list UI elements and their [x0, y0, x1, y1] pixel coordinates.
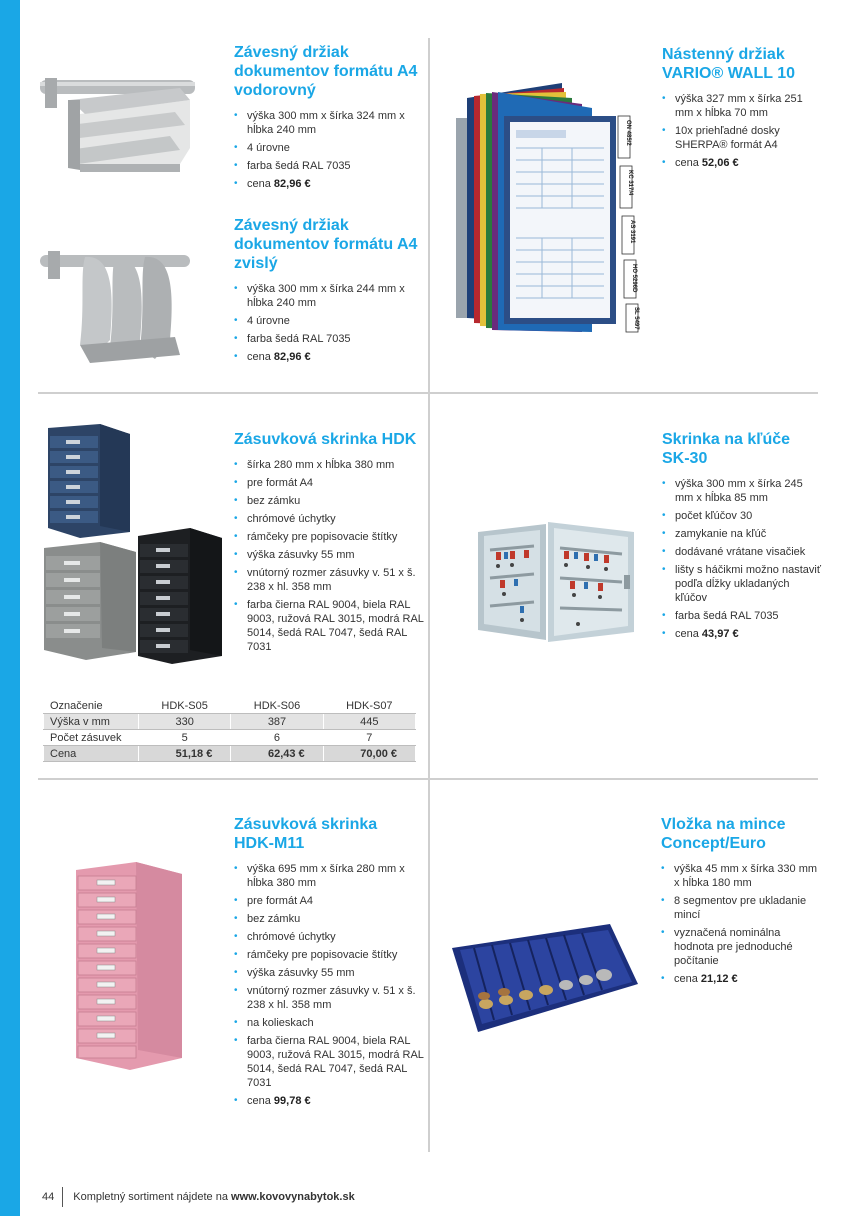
product-vario-wall [662, 45, 822, 174]
table-cell: 62,43 € [231, 746, 323, 762]
table-cell: 445 [323, 714, 415, 730]
table-header-row [44, 698, 416, 714]
table-cell: 330 [139, 714, 231, 730]
table-cell: Označenie [44, 698, 139, 714]
vario-label-1: ON 485/2 [625, 120, 631, 146]
column-divider-middle [428, 394, 430, 778]
price-item: • cena 43,97 € [662, 627, 822, 641]
title-line: Vložka na mince [661, 816, 786, 833]
spec-item: • dodávané vrátane visačiek [662, 545, 822, 559]
hdk-drawer-cabinets-image [40, 420, 225, 665]
spec-item: • 10x priehľadné dosky SHERPA® formát A4 [662, 124, 822, 152]
spec-item: • vnútorný rozmer zásuvky v. 51 x š. 238 x hl. 358 mm [234, 984, 424, 1012]
table-cell: 7 [323, 730, 415, 746]
spec-item: • na kolieskach [234, 1016, 424, 1030]
title-line: Concept/Euro [661, 835, 766, 852]
price-item: • cena 82,96 € [234, 350, 424, 364]
price-item: • cena 21,12 € [661, 972, 821, 986]
spec-item: • 4 úrovne [234, 141, 424, 155]
title-line: vodorovný [234, 82, 316, 99]
title-line: dokumentov formátu A4 [234, 63, 418, 80]
title-line: VARIO® WALL 10 [662, 65, 795, 82]
page-footer [42, 1187, 355, 1207]
product-title [661, 815, 821, 853]
spec-item: • rámčeky pre popisovacie štítky [234, 530, 424, 544]
title-line: Nástenný držiak [662, 46, 785, 63]
title-line: Skrinka na kľúče [662, 431, 791, 448]
spec-item: • pre formát A4 [234, 476, 424, 490]
product-coin-tray [661, 815, 821, 990]
product-title [234, 815, 424, 853]
horizontal-document-holder-image [40, 70, 200, 180]
table-cell: 51,18 € [139, 746, 231, 762]
spec-item: • výška 695 mm x šírka 280 mm x hĺbka 380 mm [234, 862, 424, 890]
side-accent-bar [0, 0, 20, 1216]
title-line: HDK-M11 [234, 835, 305, 852]
table-cell: HDK-S07 [323, 698, 415, 714]
spec-item: • pre formát A4 [234, 894, 424, 908]
table-cell: 6 [231, 730, 323, 746]
product-horizontal-holder [234, 43, 424, 195]
spec-list [662, 92, 822, 170]
hdk-spec-table [43, 697, 416, 762]
table-cell: HDK-S06 [231, 698, 323, 714]
table-cell: HDK-S05 [139, 698, 231, 714]
product-title [662, 430, 822, 468]
spec-item: • lišty s háčikmi možno nastaviť podľa dĺžky ukladaných kľúčov [662, 563, 822, 605]
product-title [234, 430, 424, 449]
footer-text: Kompletný sortiment nájdete na [73, 1191, 228, 1203]
page-number: 44 [42, 1191, 55, 1203]
table-row [44, 714, 416, 730]
spec-item: • 4 úrovne [234, 314, 424, 328]
footer-url-link[interactable]: www.kovovynabytok.sk [231, 1191, 355, 1203]
spec-item: • zamykanie na kľúč [662, 527, 822, 541]
vertical-document-holder-image [40, 245, 190, 365]
product-hdk-m11 [234, 815, 424, 1112]
spec-list [234, 109, 424, 191]
spec-item: • rámčeky pre popisovacie štítky [234, 948, 424, 962]
product-title [234, 43, 424, 100]
spec-list [662, 477, 822, 641]
vario-label-4: HO 5296D [631, 264, 637, 293]
spec-item: • výška zásuvky 55 mm [234, 548, 424, 562]
product-title [662, 45, 822, 83]
table-row-price [44, 746, 416, 762]
key-cabinet-image [474, 520, 644, 645]
column-divider-top [428, 38, 430, 392]
spec-item: • vnútorný rozmer zásuvky v. 51 x š. 238 x hl. 358 mm [234, 566, 424, 594]
spec-item: • farba šedá RAL 7035 [234, 159, 424, 173]
vario-wall-holder-image [452, 78, 647, 338]
spec-item: • výška 327 mm x šírka 251 mm x hĺbka 70 mm [662, 92, 822, 120]
spec-item: • výška 300 mm x šírka 324 mm x hĺbka 240 mm [234, 109, 424, 137]
spec-item: • výška 45 mm x šírka 330 mm x hĺbka 180 mm [661, 862, 821, 890]
table-cell: Počet zásuvek [44, 730, 139, 746]
spec-item: • šírka 280 mm x hĺbka 380 mm [234, 458, 424, 472]
product-hdk [234, 430, 424, 658]
spec-item: • výška 300 mm x šírka 244 mm x hĺbka 240 mm [234, 282, 424, 310]
spec-list [661, 862, 821, 986]
table-row [44, 730, 416, 746]
table-cell: 5 [139, 730, 231, 746]
vario-label-3: AS 3191 [629, 220, 635, 244]
price-item: • cena 99,78 € [234, 1094, 424, 1108]
table-cell: Výška v mm [44, 714, 139, 730]
spec-item: • výška zásuvky 55 mm [234, 966, 424, 980]
footer-separator [62, 1187, 63, 1207]
spec-item: • farba šedá RAL 7035 [662, 609, 822, 623]
spec-item: • chrómové úchytky [234, 930, 424, 944]
spec-item: • bez zámku [234, 494, 424, 508]
title-line: zvislý [234, 255, 278, 272]
spec-item: • bez zámku [234, 912, 424, 926]
title-line: Zásuvková skrinka HDK [234, 431, 417, 448]
spec-item: • vyznačená nominálna hodnota pre jednoduché počítanie [661, 926, 821, 968]
spec-item: • farba čierna RAL 9004, biela RAL 9003, ružová RAL 3015, modrá RAL 5014, šedá RAL 7047, šedá RAL 7031 [234, 1034, 424, 1090]
title-line: dokumentov formátu A4 [234, 236, 418, 253]
table-cell: 70,00 € [323, 746, 415, 762]
price-item: • cena 52,06 € [662, 156, 822, 170]
title-line: Závesný držiak [234, 217, 349, 234]
product-key-cabinet [662, 430, 822, 645]
spec-item: • výška 300 mm x šírka 245 mm x hĺbka 85 mm [662, 477, 822, 505]
vario-label-5: SL 5497 [633, 307, 639, 330]
vario-label-2: KC 317/4 [627, 170, 633, 196]
table-cell: 387 [231, 714, 323, 730]
spec-item: • počet kľúčov 30 [662, 509, 822, 523]
product-vertical-holder [234, 216, 424, 368]
table-cell: Cena [44, 746, 139, 762]
spec-list [234, 458, 424, 654]
price-item: • cena 82,96 € [234, 177, 424, 191]
spec-list [234, 862, 424, 1108]
title-line: Zásuvková skrinka [234, 816, 378, 833]
title-line: Závesný držiak [234, 44, 349, 61]
spec-item: • chrómové úchytky [234, 512, 424, 526]
product-title [234, 216, 424, 273]
column-divider-bottom [428, 780, 430, 1152]
hdk-m11-pink-cabinet-image [70, 860, 185, 1072]
title-line: SK-30 [662, 450, 708, 467]
spec-item: • 8 segmentov pre ukladanie mincí [661, 894, 821, 922]
spec-item: • farba šedá RAL 7035 [234, 332, 424, 346]
spec-item: • farba čierna RAL 9004, biela RAL 9003, ružová RAL 3015, modrá RAL 5014, šedá RAL 7047, šedá RAL 7031 [234, 598, 424, 654]
coin-tray-image [448, 918, 640, 1036]
spec-list [234, 282, 424, 364]
